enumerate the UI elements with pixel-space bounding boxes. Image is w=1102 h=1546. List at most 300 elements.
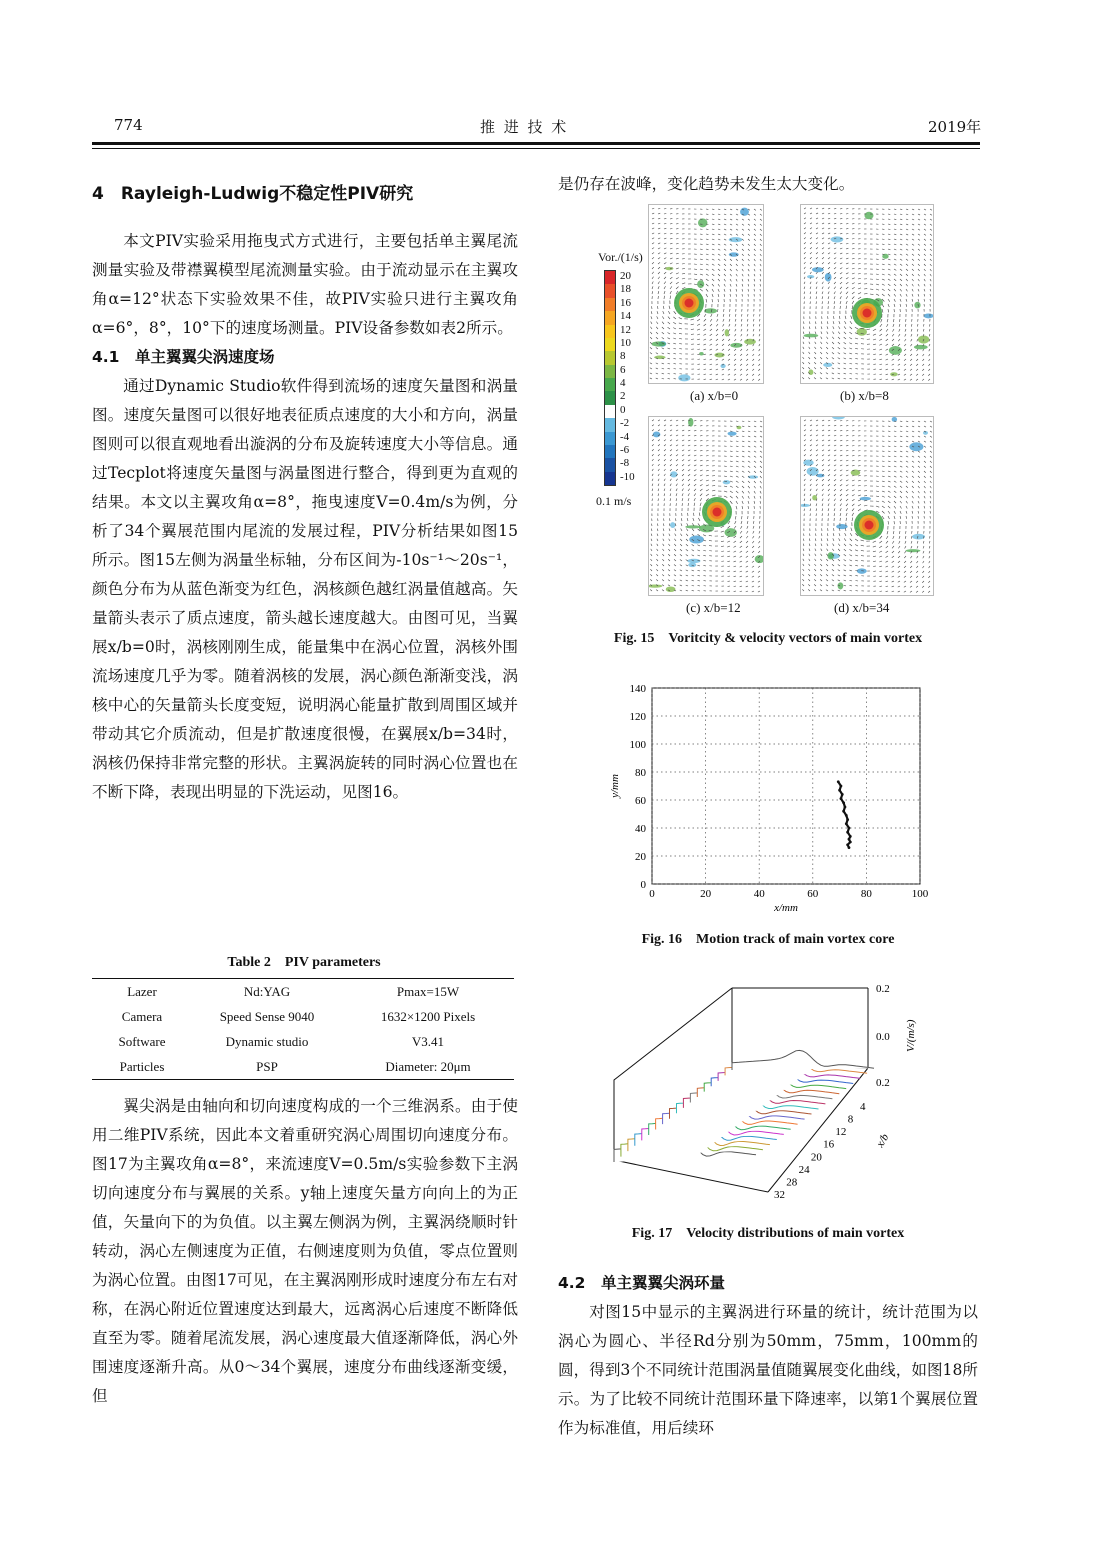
velocity-vector xyxy=(834,435,836,436)
velocity-vector xyxy=(730,491,733,493)
velocity-vector xyxy=(822,489,824,491)
velocity-vector xyxy=(930,511,931,514)
velocity-vector xyxy=(658,257,660,259)
velocity-vector xyxy=(845,533,846,536)
velocity-vector xyxy=(673,353,676,354)
velocity-vector xyxy=(888,441,890,442)
track-point xyxy=(848,846,851,849)
velocity-vector xyxy=(730,209,732,210)
velocity-vector xyxy=(670,459,672,461)
velocity-vector xyxy=(754,421,756,422)
velocity-vector xyxy=(815,554,816,556)
velocity-vector xyxy=(834,233,836,234)
velocity-vector xyxy=(810,292,811,294)
velocity-vector xyxy=(815,326,816,329)
velocity-vector xyxy=(656,322,658,324)
velocity-vector xyxy=(906,511,907,514)
vorticity-patch xyxy=(678,374,690,381)
velocity-vector xyxy=(882,461,884,462)
velocity-vector xyxy=(930,426,932,427)
velocity-vector xyxy=(710,324,712,326)
velocity-vector xyxy=(834,474,836,476)
velocity-vector xyxy=(882,264,885,265)
velocity-vector xyxy=(703,354,706,355)
table-cell: Speed Sense 9040 xyxy=(219,1008,315,1024)
velocity-vector xyxy=(804,449,806,451)
velocity-vector xyxy=(722,329,724,331)
subsection-title: 4.1 单主翼翼尖涡速度场 xyxy=(92,348,275,366)
velocity-vector xyxy=(664,449,666,451)
velocity-vector xyxy=(912,279,914,281)
velocity-vector xyxy=(734,586,736,587)
velocity-vector xyxy=(676,484,677,486)
velocity-vector xyxy=(894,264,896,265)
velocity-vector xyxy=(930,451,932,453)
velocity-vector xyxy=(886,571,888,572)
velocity-vector xyxy=(849,575,852,576)
panel-label-b: (b) x/b=8 xyxy=(840,388,889,403)
velocity-vector xyxy=(881,319,882,322)
velocity-vector xyxy=(650,337,652,339)
velocity-vector xyxy=(816,238,818,239)
velocity-vector xyxy=(816,282,817,284)
velocity-vector xyxy=(826,342,828,344)
velocity-vector xyxy=(652,243,654,244)
track-point xyxy=(846,818,849,821)
velocity-vector xyxy=(748,279,749,281)
velocity-vector xyxy=(898,566,900,568)
velocity-vector xyxy=(886,324,888,327)
velocity-vector xyxy=(664,484,665,486)
velocity-vector xyxy=(679,318,682,319)
velocity-vector xyxy=(822,494,823,496)
velocity-vector xyxy=(670,282,672,284)
velocity-vector xyxy=(879,581,882,582)
velocity-vector xyxy=(691,319,694,320)
velocity-vector xyxy=(651,539,652,541)
velocity-vector xyxy=(804,297,805,299)
velocity-vector xyxy=(886,576,888,577)
colorbar-segment xyxy=(605,338,615,351)
velocity-vector xyxy=(664,233,666,234)
velocity-vector xyxy=(852,273,855,274)
velocity-vector xyxy=(840,258,842,259)
velocity-vector xyxy=(882,289,885,291)
velocity-vector xyxy=(730,476,733,477)
velocity-vector xyxy=(906,274,908,276)
velocity-vector xyxy=(828,460,830,461)
velocity-vector xyxy=(840,450,842,451)
velocity-vector xyxy=(700,440,702,441)
velocity-vector xyxy=(657,534,658,536)
velocity-vector xyxy=(828,287,829,289)
velocity-vector xyxy=(876,486,879,487)
velocity-vector xyxy=(846,518,847,521)
velocity-vector xyxy=(846,460,848,461)
velocity-vector xyxy=(822,425,824,426)
velocity-vector xyxy=(882,471,885,472)
velocity-vector xyxy=(906,426,908,427)
velocity-vector xyxy=(740,349,742,351)
velocity-vector xyxy=(724,244,726,245)
velocity-vector xyxy=(710,364,712,365)
velocity-vector xyxy=(924,476,926,478)
velocity-vector xyxy=(855,343,858,344)
velocity-vector xyxy=(676,258,679,259)
velocity-vector xyxy=(657,549,658,551)
velocity-vector xyxy=(712,274,714,276)
y-tick-label: 24 xyxy=(798,1163,810,1176)
velocity-vector xyxy=(670,223,672,224)
velocity-vector xyxy=(662,564,664,566)
velocity-vector xyxy=(924,239,926,240)
velocity-vector xyxy=(929,541,930,543)
velocity-vector xyxy=(828,267,830,269)
velocity-vector xyxy=(760,259,761,261)
velocity-vector xyxy=(898,586,900,587)
velocity-vector xyxy=(688,493,689,496)
velocity-vector xyxy=(802,362,804,364)
velocity-vector xyxy=(852,450,854,451)
velocity-vector xyxy=(882,481,885,482)
velocity-vector xyxy=(886,374,888,375)
velocity-vector xyxy=(718,279,720,281)
velocity-vector xyxy=(670,248,672,249)
velocity-vector xyxy=(656,574,658,576)
velocity-vector xyxy=(906,269,908,271)
velocity-vector xyxy=(816,243,818,244)
velocity-vector xyxy=(820,373,822,374)
velocity-vector xyxy=(833,533,834,536)
velocity-vector xyxy=(840,296,841,299)
velocity-vector xyxy=(748,501,749,504)
velocity-vector xyxy=(894,511,896,514)
velocity-vector xyxy=(855,565,858,566)
velocity-vector xyxy=(873,334,876,335)
velocity-vector xyxy=(846,253,848,254)
colorbar-tick-label: 0 xyxy=(620,403,626,416)
velocity-vector xyxy=(833,538,834,541)
velocity-vector xyxy=(693,518,694,521)
velocity-vector xyxy=(727,551,730,552)
velocity-vector xyxy=(809,549,810,551)
velocity-vector xyxy=(712,259,714,260)
colorbar-tick-label: 18 xyxy=(620,283,631,296)
velocity-vector xyxy=(722,349,724,351)
velocity-vector xyxy=(930,486,931,488)
velocity-vector xyxy=(804,287,805,289)
z-axis-label: V/(m/s) xyxy=(905,1019,917,1052)
velocity-vector xyxy=(822,262,824,264)
velocity-vector xyxy=(700,435,702,436)
velocity-vector xyxy=(712,224,714,225)
velocity-vector xyxy=(808,362,810,364)
velocity-vector xyxy=(758,374,760,376)
velocity-vector xyxy=(892,591,894,592)
velocity-vector xyxy=(809,347,810,349)
velocity-vector xyxy=(898,379,900,380)
velocity-vector xyxy=(910,556,912,558)
velocity-vector xyxy=(809,342,810,344)
velocity-vector xyxy=(855,575,858,576)
velocity-vector xyxy=(844,368,846,369)
velocity-vector xyxy=(852,508,854,511)
velocity-vector xyxy=(873,551,876,552)
velocity-vector xyxy=(698,518,700,521)
velocity-vector xyxy=(718,219,720,220)
velocity-vector xyxy=(855,550,858,551)
velocity-vector xyxy=(717,309,718,312)
velocity-vector xyxy=(828,301,829,304)
velocity-vector xyxy=(912,214,914,215)
panel-label-c: (c) x/b=12 xyxy=(686,600,741,615)
velocity-vector xyxy=(760,229,762,231)
velocity-vector xyxy=(746,551,748,553)
velocity-vector xyxy=(686,529,688,531)
track-point xyxy=(845,822,848,825)
velocity-vector xyxy=(670,449,672,451)
velocity-vector xyxy=(852,268,855,269)
velocity-vector xyxy=(688,450,690,451)
velocity-vector xyxy=(680,559,682,561)
velocity-vector xyxy=(834,513,835,516)
vorticity-patch xyxy=(823,363,832,367)
velocity-vector xyxy=(888,496,890,498)
velocity-vector xyxy=(839,533,840,536)
velocity-vector xyxy=(804,242,806,244)
velocity-vector xyxy=(898,364,900,365)
velocity-vector xyxy=(748,234,750,236)
velocity-vector xyxy=(752,369,754,371)
velocity-vector xyxy=(852,495,855,496)
velocity-vector xyxy=(898,551,900,553)
velocity-vector xyxy=(742,446,744,447)
velocity-vector xyxy=(912,264,914,266)
velocity-vector xyxy=(722,339,724,341)
velocity-vector xyxy=(844,348,846,349)
velocity-vector xyxy=(820,569,822,571)
velocity-vector xyxy=(668,358,670,359)
velocity-vector xyxy=(845,316,846,319)
velocity-vector xyxy=(888,224,890,225)
velocity-vector xyxy=(904,591,906,592)
velocity-vector xyxy=(888,446,890,447)
vortex-field-d xyxy=(801,417,933,595)
velocity-vector xyxy=(670,253,672,254)
scale-label: 0.1 m/s xyxy=(596,494,632,508)
velocity-vector xyxy=(834,208,836,209)
velocity-vector xyxy=(692,550,694,551)
velocity-vector xyxy=(697,359,700,360)
plot-frame xyxy=(652,688,920,884)
velocity-vector xyxy=(912,436,914,437)
velocity-vector xyxy=(882,259,885,260)
colorbar-tick-label: -4 xyxy=(620,430,630,443)
velocity-vector xyxy=(910,576,912,578)
velocity-vector xyxy=(822,450,824,451)
velocity-vector xyxy=(670,218,672,219)
velocity-vector xyxy=(682,455,684,456)
velocity-vector xyxy=(650,579,652,581)
velocity-vector xyxy=(662,337,664,339)
velocity-vector xyxy=(917,329,918,332)
velocity-vector xyxy=(694,484,696,486)
velocity-vector xyxy=(918,436,920,437)
velocity-vector xyxy=(748,274,749,276)
velocity-vector xyxy=(754,269,755,271)
velocity-vector xyxy=(754,264,755,266)
velocity-vector xyxy=(840,213,842,214)
velocity-vector xyxy=(894,436,896,437)
velocity-vector xyxy=(669,518,670,521)
vorticity-patch xyxy=(860,497,871,501)
velocity-vector xyxy=(894,234,896,235)
velocity-vector xyxy=(682,445,684,446)
velocity-vector xyxy=(930,299,931,301)
table-cell: PSP xyxy=(256,1058,278,1074)
velocity-vector xyxy=(735,324,736,326)
velocity-vector xyxy=(930,501,931,503)
velocity-vector xyxy=(900,451,902,452)
velocity-vector xyxy=(826,347,828,349)
velocity-vector xyxy=(918,466,920,468)
velocity-vector xyxy=(724,279,726,281)
velocity-vector xyxy=(727,561,730,562)
velocity-vector xyxy=(880,324,882,327)
velocity-vector xyxy=(688,445,690,446)
velocity-vector xyxy=(650,373,652,374)
velocity-vector xyxy=(918,279,919,281)
velocity-vector xyxy=(688,484,690,486)
velocity-vector xyxy=(816,287,817,289)
velocity-vector xyxy=(723,324,724,326)
velocity-vector xyxy=(910,591,912,592)
velocity-vector xyxy=(846,228,848,229)
velocity-vector xyxy=(686,570,688,571)
velocity-vector xyxy=(840,208,842,209)
velocity-vector xyxy=(899,536,900,539)
velocity-vector xyxy=(822,460,824,461)
velocity-vector xyxy=(658,218,660,219)
velocity-vector xyxy=(670,233,672,234)
velocity-vector xyxy=(712,244,714,245)
velocity-vector xyxy=(849,570,852,571)
velocity-vector xyxy=(808,574,810,576)
velocity-vector xyxy=(803,352,804,354)
velocity-vector xyxy=(712,249,714,250)
velocity-vector xyxy=(748,264,749,266)
velocity-vector xyxy=(668,332,670,334)
velocity-vector xyxy=(746,359,748,361)
velocity-vector xyxy=(894,219,896,220)
velocity-vector xyxy=(734,526,736,529)
velocity-vector xyxy=(838,590,840,591)
velocity-vector xyxy=(694,493,696,496)
velocity-vector xyxy=(754,466,756,468)
velocity-vector xyxy=(886,334,888,336)
velocity-vector xyxy=(900,274,902,276)
velocity-vector xyxy=(928,591,930,593)
velocity-vector xyxy=(746,561,748,562)
velocity-vector xyxy=(670,258,672,259)
velocity-vector xyxy=(658,267,660,269)
velocity-vector xyxy=(894,471,896,472)
velocity-vector xyxy=(742,476,744,478)
velocity-vector xyxy=(852,278,855,279)
velocity-vector xyxy=(754,491,755,493)
velocity-vector xyxy=(752,556,754,558)
velocity-vector xyxy=(804,435,806,436)
velocity-vector xyxy=(904,339,906,341)
velocity-vector xyxy=(676,455,678,456)
velocity-vector xyxy=(834,267,836,269)
velocity-vector xyxy=(804,252,806,254)
velocity-vector xyxy=(664,420,666,421)
velocity-vector xyxy=(910,379,912,380)
velocity-vector xyxy=(651,529,652,531)
velocity-vector xyxy=(822,218,824,219)
velocity-vector xyxy=(906,304,907,307)
velocity-vector xyxy=(892,576,894,577)
velocity-vector xyxy=(840,475,842,476)
velocity-vector xyxy=(650,358,652,359)
velocity-vector xyxy=(864,505,867,506)
velocity-vector xyxy=(718,229,720,230)
velocity-vector xyxy=(910,359,912,361)
velocity-vector xyxy=(804,247,806,249)
vortex-field-b xyxy=(801,205,933,383)
velocity-vector xyxy=(679,333,682,334)
velocity-vector xyxy=(728,344,730,346)
velocity-vector xyxy=(840,277,842,279)
velocity-vector xyxy=(876,506,879,507)
velocity-vector xyxy=(906,279,908,281)
velocity-vector xyxy=(820,362,822,364)
velocity-vector xyxy=(922,359,924,361)
velocity-vector xyxy=(748,496,749,499)
velocity-vector xyxy=(754,471,756,473)
velocity-vector xyxy=(846,306,847,309)
velocity-vector xyxy=(699,513,700,516)
velocity-vector xyxy=(700,259,703,260)
track-point xyxy=(842,810,845,813)
velocity-vector xyxy=(904,581,906,582)
vorticity-patch xyxy=(698,218,707,227)
velocity-vector xyxy=(658,459,660,461)
velocity-vector xyxy=(900,436,902,437)
velocity-vector xyxy=(673,358,676,359)
velocity-vector xyxy=(911,546,912,548)
velocity-vector xyxy=(692,529,694,531)
velocity-vector xyxy=(846,499,848,501)
velocity-vector xyxy=(712,214,714,215)
velocity-vector xyxy=(691,329,694,330)
velocity-vector xyxy=(729,319,730,322)
velocity-vector xyxy=(748,219,750,220)
velocity-vector xyxy=(930,214,932,215)
velocity-vector xyxy=(838,378,840,379)
velocity-vector xyxy=(826,357,828,359)
velocity-vector xyxy=(664,474,665,476)
velocity-vector xyxy=(752,576,754,577)
velocity-vector xyxy=(852,243,854,244)
table-cell: Nd:YAG xyxy=(243,983,291,999)
velocity-vector xyxy=(686,555,688,556)
velocity-vector xyxy=(759,526,760,529)
velocity-vector xyxy=(712,284,714,286)
velocity-vector xyxy=(924,264,926,266)
velocity-vector xyxy=(840,513,841,516)
